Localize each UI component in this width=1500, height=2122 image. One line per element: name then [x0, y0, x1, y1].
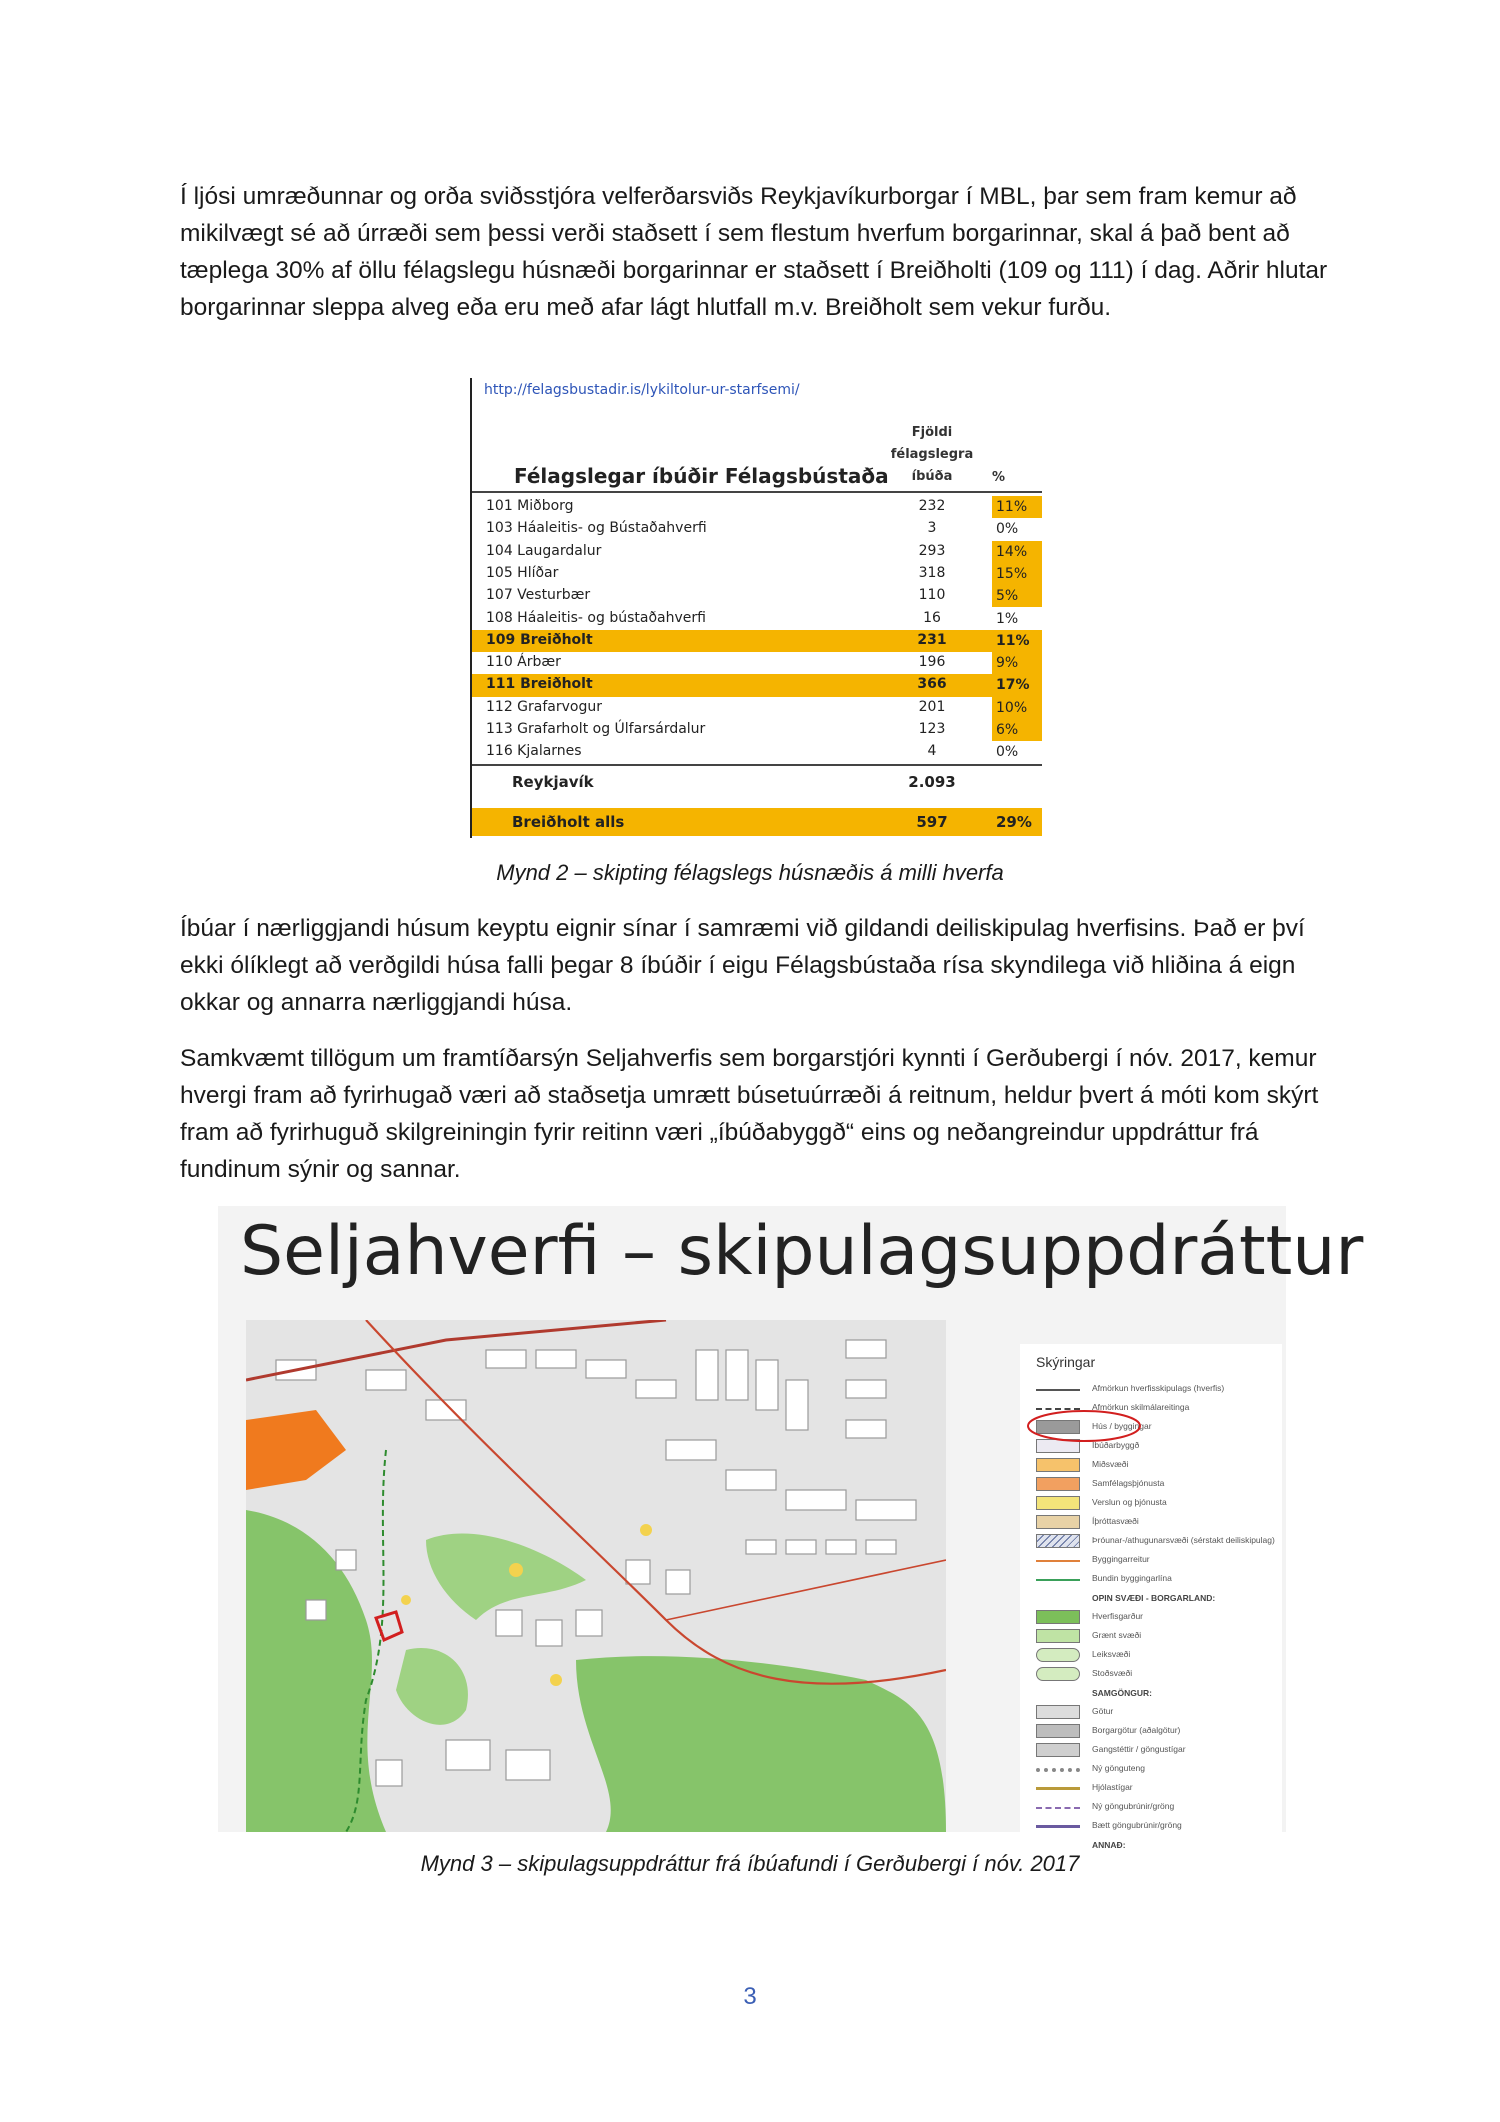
- source-url[interactable]: http://felagsbustadir.is/lykiltolur-ur-starfsemi/: [484, 382, 800, 398]
- housing-count: 196: [918, 654, 946, 671]
- legend-swatch: [1036, 1705, 1080, 1719]
- legend-label: Afmörkun skilmálareitinga: [1092, 1402, 1190, 1412]
- legend-swatch: [1036, 1610, 1080, 1624]
- legend-item: [1036, 1815, 1276, 1835]
- zoning-map: [246, 1320, 946, 1832]
- legend-label: Byggingarreitur: [1092, 1554, 1150, 1564]
- legend-item: [1036, 1530, 1276, 1550]
- legend-label: Samfélagsþjónusta: [1092, 1478, 1165, 1488]
- legend-swatch: [1036, 1667, 1080, 1681]
- district-name: 108 Háaleitis- og bústaðahverfi: [486, 609, 706, 626]
- legend-swatch: [1036, 1496, 1080, 1510]
- header-divider: [472, 491, 1042, 493]
- table-row: [472, 652, 1042, 674]
- housing-percent: 0%: [996, 744, 1019, 761]
- housing-count: 4: [927, 743, 937, 760]
- housing-percent: 14%: [992, 541, 1042, 563]
- legend-swatch: [1036, 1458, 1080, 1472]
- legend-item: [1036, 1454, 1276, 1474]
- legend-item: [1036, 1473, 1276, 1493]
- legend-item: [1036, 1606, 1276, 1626]
- legend-swatch: [1036, 1648, 1080, 1662]
- housing-percent: 10%: [992, 697, 1042, 719]
- legend-item: [1036, 1701, 1276, 1721]
- legend-title: Skýringar: [1036, 1354, 1096, 1370]
- housing-count: 231: [917, 631, 947, 648]
- legend-label: Miðsvæði: [1092, 1459, 1129, 1469]
- legend-section-heading: SAMGÖNGUR:: [1092, 1688, 1152, 1698]
- district-name: 109 Breiðholt: [486, 631, 593, 648]
- housing-count: 293: [918, 542, 946, 559]
- housing-count: 201: [918, 698, 946, 715]
- column-header-percent: %: [992, 470, 1006, 485]
- table-row: [472, 585, 1042, 607]
- map-legend: [1020, 1344, 1282, 1850]
- housing-percent: 11%: [992, 496, 1042, 518]
- legend-label: Borgargötur (aðalgötur): [1092, 1725, 1181, 1735]
- legend-label: Ný göngubrúnir/gröng: [1092, 1801, 1175, 1811]
- legend-label: Bætt göngubrúnir/gröng: [1092, 1820, 1182, 1830]
- table-row: [472, 563, 1042, 585]
- district-name: 113 Grafarholt og Úlfarsárdalur: [486, 721, 706, 737]
- legend-item: [1036, 1777, 1276, 1797]
- zoning-map-drawing: [246, 1320, 946, 1832]
- table-row: [472, 674, 1042, 696]
- legend-section-heading: OPIN SVÆÐI - BORGARLAND:: [1092, 1593, 1216, 1603]
- table-row-reykjavik-sum: Reykjavík 2.093: [512, 773, 956, 791]
- table-row: [472, 608, 1042, 630]
- district-name: 101 Miðborg: [486, 498, 574, 514]
- table-row: [472, 518, 1042, 540]
- housing-count: 366: [917, 676, 947, 693]
- district-name: 111 Breiðholt: [486, 676, 593, 693]
- legend-label: Hús / byggingar: [1092, 1421, 1152, 1431]
- housing-percent: 9%: [992, 652, 1042, 674]
- legend-label: Afmörkun hverfisskipulags (hverfis): [1092, 1383, 1225, 1393]
- legend-item: [1036, 1568, 1276, 1588]
- column-header-count: Fjöldi félagslegra íbúða: [890, 425, 974, 484]
- table-row: [472, 697, 1042, 719]
- legend-label: Götur: [1092, 1706, 1114, 1716]
- legend-item: [1036, 1549, 1276, 1569]
- housing-percent: 15%: [992, 563, 1042, 585]
- housing-percent: 1%: [996, 610, 1019, 627]
- housing-count: 318: [918, 564, 946, 581]
- housing-count: 123: [918, 721, 946, 737]
- housing-count: 110: [918, 587, 946, 604]
- legend-highlight-ellipse: [1024, 1406, 1144, 1446]
- legend-item: [1036, 1739, 1276, 1759]
- legend-swatch: [1036, 1579, 1080, 1593]
- legend-item: [1036, 1644, 1276, 1664]
- legend-label: Íþróttasvæði: [1092, 1516, 1139, 1526]
- legend-label: Ný gönguteng: [1092, 1763, 1145, 1773]
- sum-divider: [472, 764, 1042, 766]
- legend-item: [1036, 1758, 1276, 1778]
- table-row: [472, 719, 1042, 741]
- figure-caption-3: Mynd 3 – skipulagsuppdráttur frá íbúafundi í Gerðubergi í nóv. 2017: [420, 1851, 1080, 1876]
- legend-section-heading: ANNAÐ:: [1092, 1840, 1126, 1850]
- district-name: 105 Hlíðar: [486, 564, 559, 581]
- district-name: 107 Vesturbær: [486, 587, 591, 604]
- paragraph-future-vision: Samkvæmt tillögum um framtíðarsýn Seljahverfis sem borgarstjóri kynnti í Gerðubergi í nóv. 2017, kemur hvergi fram að fyrirhugað væri að staðsetja umrætt búsetuúrræði á reitnum, heldur þvert á móti kom skýrt fram að fyrirhuguð skilgreiningin fyrir reitinn væri „íbúðabyggð“ eins og neðangreindur uppdráttur frá fundinum sýnir og sannar.: [180, 1045, 1319, 1183]
- legend-item: [1036, 1378, 1276, 1398]
- district-name: 104 Laugardalur: [486, 542, 602, 559]
- map-title: Seljahverfi – skipulagsuppdráttur: [240, 1212, 1364, 1291]
- legend-label: Bundin byggingarlína: [1092, 1573, 1172, 1583]
- table-row: [472, 496, 1042, 518]
- legend-item: [1036, 1720, 1276, 1740]
- social-housing-table-figure: [470, 378, 1042, 838]
- legend-label: Grænt svæði: [1092, 1630, 1142, 1640]
- district-name: 116 Kjalarnes: [486, 743, 582, 760]
- legend-label: Hjólastígar: [1092, 1782, 1133, 1792]
- zoning-map-figure: [218, 1206, 1364, 1850]
- legend-label: Verslun og þjónusta: [1092, 1497, 1167, 1507]
- legend-label: Íbúðarbyggð: [1092, 1440, 1140, 1450]
- housing-percent: 17%: [992, 674, 1042, 696]
- paragraph-property-value: Íbúar í nærliggjandi húsum keyptu eignir sínar í samræmi við gildandi deiliskipulag hverfisins. Það er því ekki ólíklegt að verðgildi húsa falli þegar 8 íbúðir í eigu Félagsbústaða rísa skyndilega við hliðina á eign okkar og annarra nærliggjandi húsa.: [180, 915, 1305, 1016]
- table-title: Félagslegar íbúðir Félagsbústaða: [514, 464, 889, 488]
- legend-swatch: [1036, 1825, 1080, 1839]
- table-row: [472, 741, 1042, 763]
- legend-label: Hverfisgarður: [1092, 1611, 1144, 1621]
- page-number: 3: [743, 1983, 757, 2010]
- table-row: [472, 630, 1042, 652]
- table-row-breidholt-total: Breiðholt alls 597 29%: [472, 808, 1037, 836]
- district-name: 110 Árbær: [486, 654, 561, 671]
- housing-count: 3: [927, 520, 937, 537]
- housing-count: 232: [918, 498, 946, 514]
- housing-percent: 11%: [992, 630, 1042, 652]
- legend-swatch: [1036, 1629, 1080, 1643]
- legend-item: [1036, 1625, 1276, 1645]
- legend-swatch: [1036, 1477, 1080, 1491]
- housing-count: 16: [923, 609, 941, 626]
- legend-item: [1036, 1663, 1276, 1683]
- legend-item: [1036, 1796, 1276, 1816]
- housing-percent: 0%: [996, 521, 1019, 538]
- figure-caption-2: Mynd 2 – skipting félagslegs húsnæðis á milli hverfa: [496, 860, 1004, 885]
- legend-swatch: [1036, 1515, 1080, 1529]
- table-row: [472, 541, 1042, 563]
- legend-swatch: [1036, 1743, 1080, 1757]
- legend-swatch: [1036, 1724, 1080, 1738]
- legend-swatch: [1036, 1534, 1080, 1548]
- legend-label: Gangstéttir / göngustígar: [1092, 1744, 1186, 1754]
- district-name: 103 Háaleitis- og Bústaðahverfi: [486, 520, 707, 537]
- paragraph-intro: Í ljósi umræðunnar og orða sviðsstjóra velferðarsviðs Reykjavíkurborgar í MBL, þar sem fram kemur að mikilvægt sé að úrræði sem þessi verði staðsett í sem flestum hverfum borgarinnar, skal á það bent að tæplega 30% af öllu félagslegu húsnæði borgarinnar er staðsett í Breiðholti (109 og 111) í dag. Aðrir hlutar borgarinnar sleppa alveg eða eru með afar lágt hlutfall m.v. Breiðholt sem vekur furðu.: [180, 183, 1328, 321]
- legend-item: [1036, 1492, 1276, 1512]
- housing-percent: 5%: [992, 585, 1042, 607]
- district-name: 112 Grafarvogur: [486, 698, 602, 715]
- housing-percent: 6%: [992, 719, 1042, 741]
- legend-label: Stoðsvæði: [1092, 1668, 1133, 1678]
- legend-label: Leiksvæði: [1092, 1649, 1131, 1659]
- legend-label: Þróunar-/athugunarsvæði (sérstakt deiliskipulag): [1092, 1535, 1275, 1545]
- legend-item: [1036, 1511, 1276, 1531]
